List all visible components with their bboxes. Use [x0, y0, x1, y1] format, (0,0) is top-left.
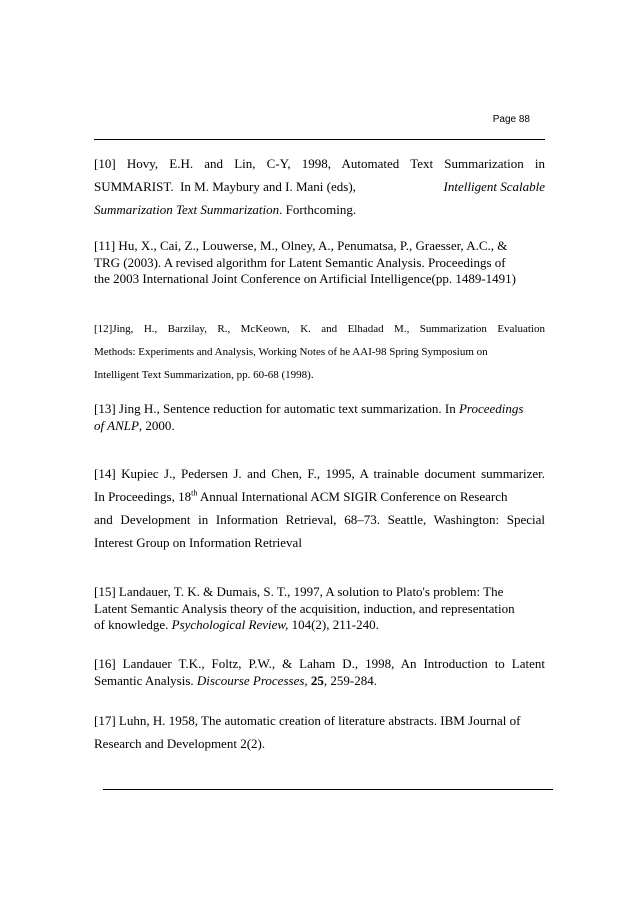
reference-title: of ANLP — [94, 417, 139, 433]
header-rule — [94, 139, 545, 140]
reference-10 — [94, 152, 545, 221]
reference-line: of knowledge. Psychological Review, 104(2), 211-240. — [94, 617, 379, 632]
reference-line: Methods: Experiments and Analysis, Working Notes of he AAI-98 Spring Symposium on — [94, 346, 488, 358]
reference-line: [12]Jing, H., Barzilay, R., McKeown, K. and Elhadad M., Summarization Evaluation — [94, 323, 545, 335]
page-number: Page 88 — [492, 114, 530, 125]
reference-title: Intelligent Scalable — [443, 179, 545, 194]
reference-17 — [94, 709, 545, 755]
reference-journal: Psychological Review, — [171, 617, 289, 632]
reference-line: [17] Luhn, H. 1958, The automatic creation of literature abstracts. IBM Journal of — [94, 713, 521, 728]
reference-text: SUMMARIST. In M. Maybury and I. Mani (eds), — [94, 179, 360, 194]
reference-line: Latent Semantic Analysis theory of the acquisition, induction, and representation — [94, 600, 515, 616]
reference-line: Research and Development 2(2). — [94, 736, 266, 751]
reference-line: In Proceedings, 18th Annual International ACM SIGIR Conference on Research — [94, 488, 508, 504]
reference-title: Proceedings — [458, 401, 524, 416]
reference-line: Intelligent Text Summarization, pp. 60-68 (1998). — [94, 369, 314, 381]
reference-line: [13] Jing H., Sentence reduction for automatic text summarization. In Proceedings — [94, 401, 524, 416]
reference-line: Semantic Analysis. Discourse Processes, 25, 259-284. — [94, 672, 377, 688]
reference-line — [94, 175, 545, 198]
reference-line: the 2003 International Joint Conference on Artificial Intelligence(pp. 1489-1491) — [94, 271, 517, 286]
reference-line: [16] Landauer T.K., Foltz, P.W., & Laham D., 1998, An Introduction to Latent — [94, 656, 545, 671]
reference-13 — [94, 401, 545, 434]
reference-line: [14] Kupiec J., Pedersen J. and Chen, F., 1995, A trainable document summarizer. — [94, 466, 545, 481]
reference-11 — [94, 238, 545, 288]
reference-line: TRG (2003). A revised algorithm for Latent Semantic Analysis. Proceedings of — [94, 254, 506, 270]
reference-line: [15] Landauer, T. K. & Dumais, S. T., 1997, A solution to Plato's problem: The — [94, 584, 504, 599]
reference-line: of ANLP, 2000. — [94, 417, 175, 433]
reference-line: Interest Group on Information Retrieval — [94, 535, 302, 550]
reference-15 — [94, 584, 545, 634]
reference-line: [11] Hu, X., Cai, Z., Louwerse, M., Olney, A., Penumatsa, P., Graesser, A.C., & — [94, 238, 508, 253]
reference-line: Summarization Text Summarization. Forthcoming. — [94, 202, 357, 217]
superscript: th — [191, 488, 198, 498]
reference-14 — [94, 462, 545, 554]
reference-line: [10] Hovy, E.H. and Lin, C-Y, 1998, Automated Text Summarization in — [94, 156, 545, 171]
footer-rule — [103, 789, 553, 790]
reference-line: and Development in Information Retrieval, 68–73. Seattle, Washington: Special — [94, 512, 545, 527]
reference-12 — [94, 318, 545, 387]
reference-16 — [94, 656, 545, 689]
reference-title: Summarization Text Summarization — [94, 202, 280, 217]
reference-journal: Discourse Processes, — [196, 672, 308, 688]
reference-volume: 25 — [307, 672, 324, 688]
